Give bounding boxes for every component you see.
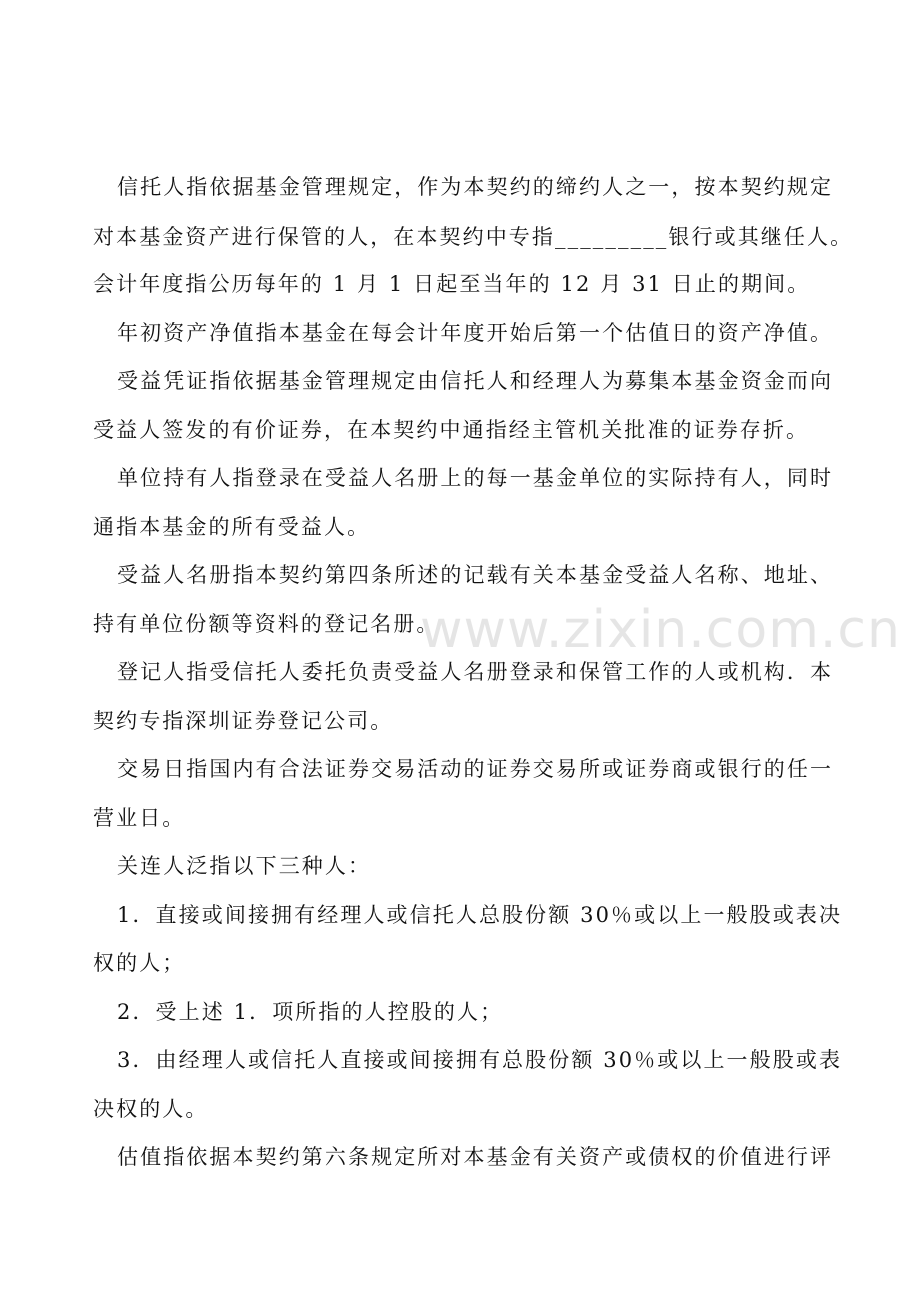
text-line: 年初资产净值指本基金在每会计年度开始后第一个估值日的资产净值。	[117, 321, 834, 345]
text-line: 3．由经理人或信托人直接或间接拥有总股份额 30％或以上一般股或表	[117, 1048, 843, 1072]
text-line: 会计年度指公历每年的 1 月 1 日起至当年的 12 月 31 日止的期间。	[93, 272, 811, 296]
text-line: 关连人泛指以下三种人：	[117, 854, 372, 878]
text-line: 受益人签发的有价证券，在本契约中通指经主管机关批准的证券存折。	[93, 418, 810, 442]
text-line: 信托人指依据基金管理规定，作为本契约的缔约人之一，按本契约规定	[117, 175, 834, 199]
text-line: 登记人指受信托人委托负责受益人名册登录和保管工作的人或机构．本	[117, 660, 834, 684]
text-line: 持有单位份额等资料的登记名册。	[93, 612, 440, 636]
text-line: 营业日。	[93, 806, 186, 830]
text-line: 受益凭证指依据基金管理规定由信托人和经理人为募集本基金资金而向	[117, 369, 834, 393]
text-line: 对本基金资产进行保管的人，在本契约中专指_________银行或其继任人。	[93, 225, 854, 249]
text-line: 单位持有人指登录在受益人名册上的每一基金单位的实际持有人，同时	[117, 466, 834, 490]
text-line: 交易日指国内有合法证券交易活动的证券交易所或证券商或银行的任一	[117, 757, 834, 781]
text-line: 契约专指深圳证券登记公司。	[93, 709, 394, 733]
text-line: 1．直接或间接拥有经理人或信托人总股份额 30％或以上一般股或表决	[117, 903, 843, 927]
text-line: 决权的人。	[93, 1097, 209, 1121]
text-line: 通指本基金的所有受益人。	[93, 515, 371, 539]
watermark: www.zixin.com.cn	[420, 600, 901, 660]
text-line: 受益人名册指本契约第四条所述的记载有关本基金受益人名称、地址、	[117, 563, 834, 587]
text-line: 估值指依据本契约第六条规定所对本基金有关资产或债权的价值进行评	[117, 1145, 834, 1169]
text-line: 权的人；	[93, 951, 186, 975]
text-line: 2．受上述 1．项所指的人控股的人；	[117, 1000, 504, 1024]
